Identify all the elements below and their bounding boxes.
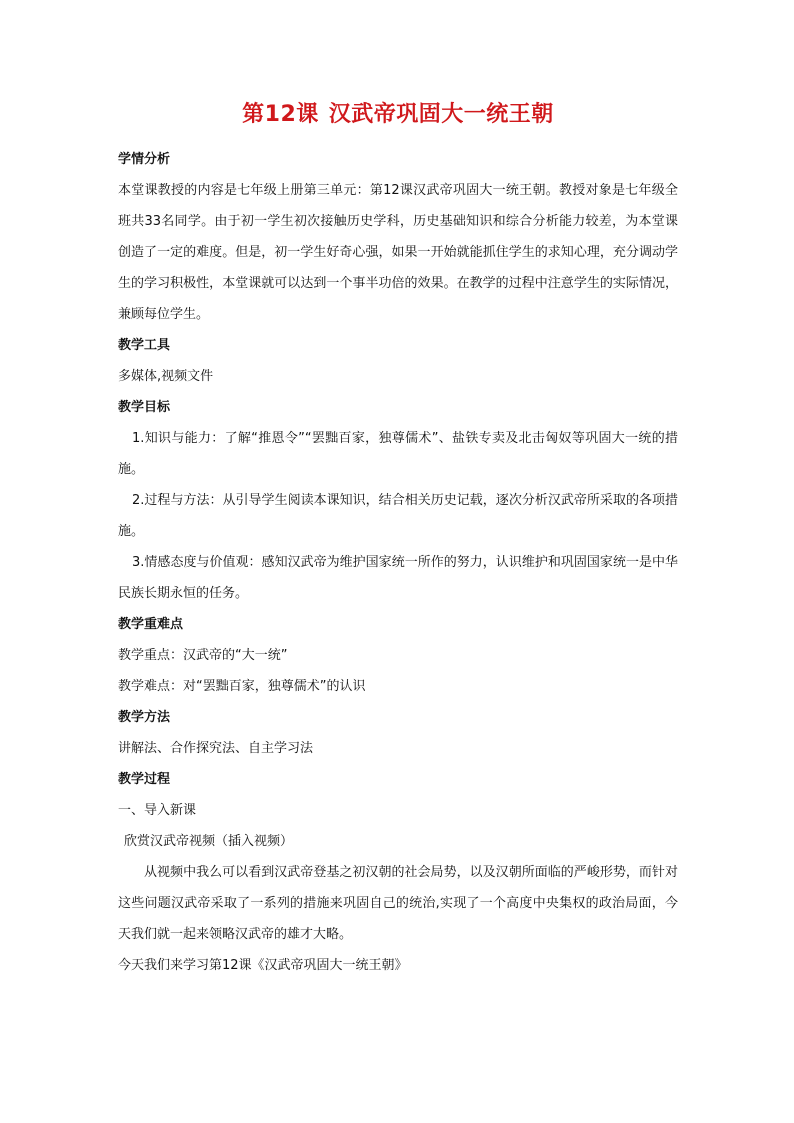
step-daoru: 一、导入新课 <box>118 803 197 818</box>
goal-item-3: 3.情感态度与价值观：感知汉武帝为维护国家统一所作的努力，认识维护和巩固国家统一是中华民族长期永恒的任务。 <box>118 555 678 601</box>
title-prefix: 第12课 <box>242 102 319 127</box>
paragraph-intro: 从视频中我么可以看到汉武帝登基之初汉朝的社会局势，以及汉朝所面临的严峻形势，而针对这些问题汉武帝采取了一系列的措施来巩固自己的统治,实现了一个高度中央集权的政治局面，今天我们就一起来领略汉武帝的雄才大略。 <box>118 865 678 942</box>
paragraph-nandian: 教学难点：对“罢黜百家，独尊儒术”的认识 <box>118 679 366 694</box>
heading-fangfa: 教学方法 <box>118 710 171 725</box>
paragraph-gongju: 多媒体,视频文件 <box>118 369 214 384</box>
page-title <box>118 100 678 130</box>
goal-item-2: 2.过程与方法：从引导学生阅读本课知识，结合相关历史记载，逐次分析汉武帝所采取的各项措施。 <box>118 493 678 539</box>
paragraph-zhongdian: 教学重点：汉武帝的“大一统” <box>118 648 288 663</box>
heading-xueqing: 学情分析 <box>118 152 171 167</box>
document-page <box>118 96 678 981</box>
heading-mubiao: 教学目标 <box>118 400 171 415</box>
paragraph-xueqing: 本堂课教授的内容是七年级上册第三单元：第12课汉武帝巩固大一统王朝。教授对象是七年级全班共33名同学。由于初一学生初次接触历史学科，历史基础知识和综合分析能力较差，为本堂课创造了一定的难度。但是，初一学生好奇心强，如果一开始就能抓住学生的求知心理，充分调动学生的学习积极性，本堂课就可以达到一个事半功倍的效果。在教学的过程中注意学生的实际情况，兼顾每位学生。 <box>118 183 678 322</box>
paragraph-today: 今天我们来学习第12课《汉武帝巩固大一统王朝》 <box>118 958 408 973</box>
video-note: 欣赏汉武帝视频（插入视频） <box>124 834 294 849</box>
goal-item-1: 1.知识与能力：了解“推恩令”“罢黜百家，独尊儒术”、盐铁专卖及北击匈奴等巩固大一统的措施。 <box>118 431 678 477</box>
title-main: 汉武帝巩固大一统王朝 <box>328 102 554 127</box>
heading-gongju: 教学工具 <box>118 338 171 353</box>
paragraph-fangfa: 讲解法、合作探究法、自主学习法 <box>118 741 314 756</box>
heading-zhongnandian: 教学重难点 <box>118 617 184 632</box>
heading-guocheng: 教学过程 <box>118 772 171 787</box>
